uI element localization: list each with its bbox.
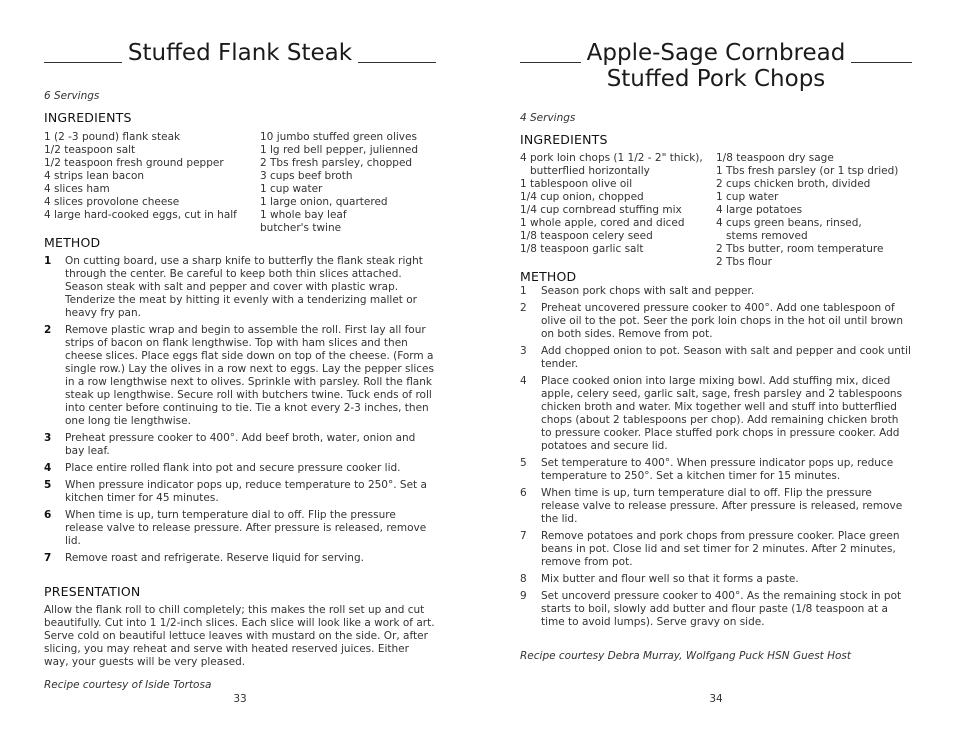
ingredient: 1 (2 -3 pound) flank steak: [44, 131, 181, 143]
step-number: 5: [44, 479, 52, 491]
ingredients-heading: INGREDIENTS: [520, 132, 608, 147]
step-number: 5: [520, 457, 527, 469]
method-steps: [520, 285, 912, 633]
step-number: 4: [520, 375, 527, 387]
recipe-credit: Recipe courtesy of Iside Tortosa: [44, 679, 212, 691]
step-number: 8: [520, 573, 527, 585]
method-step: [44, 479, 436, 505]
left-page: [44, 0, 436, 738]
step-number: 2: [44, 324, 52, 336]
ingredient: 1/4 cup cornbread stuffing mix: [520, 204, 682, 216]
ingredient: 1 Tbs fresh parsley (or 1 tsp dried): [716, 165, 899, 177]
ingredient: 1/4 cup onion, chopped: [520, 191, 644, 203]
ingredient: 4 large hard-cooked eggs, cut in half: [44, 209, 237, 221]
ingredient: 2 cups chicken broth, divided: [716, 178, 871, 190]
ingredient: 1/8 teaspoon garlic salt: [520, 243, 644, 255]
ingredients-heading: INGREDIENTS: [44, 110, 132, 125]
step-number: 4: [44, 462, 52, 474]
method-heading: METHOD: [44, 235, 101, 250]
step-text: Preheat uncovered pressure cooker to 400°. Add one tablespoon of olive oil to the pot. Seer the pork loin chops in the hot oil until brown on both sides. Remove from pot.: [541, 302, 904, 340]
step-text: Remove plastic wrap and begin to assemble the roll. First lay all four strips of bacon on flank lengthwise. Top with ham slices and then cheese slices. Place eggs flat side down on top of the cheese. (Form a single row.) Lay the olives in a row next to eggs. Lay the pepper slices in a row lengthwise next to olives. Sprinkle with parsley. Roll the flank steak up lengthwise. Secure roll with butchers twine. Tuck ends of roll into center before continuing to tie. Tie a knot every 2-3 inches, then one long tie lengthwise.: [65, 324, 434, 427]
ingredient: 4 slices ham: [44, 183, 110, 195]
servings: 4 Servings: [520, 112, 576, 124]
step-text: When pressure indicator pops up, reduce temperature to 250°. Set a kitchen timer for 45 minutes.: [65, 479, 427, 504]
step-text: Set uncoverd pressure cooker to 400°. As the remaining stock in pot starts to boil, slowly add butter and flour paste (1/8 teaspoon at a time to avoid lumps). Serve gravy on side.: [541, 590, 902, 628]
step-text: Season pork chops with salt and pepper.: [541, 285, 755, 297]
step-number: 9: [520, 590, 527, 602]
method-step: [44, 509, 436, 548]
ingredient: 4 cups green beans, rinsed,: [716, 217, 862, 229]
method-step: [520, 285, 912, 298]
ingredient: 1 whole apple, cored and diced: [520, 217, 685, 229]
ingredient: 1 large onion, quartered: [260, 196, 388, 208]
method-step: [520, 487, 912, 526]
ingredient: 10 jumbo stuffed green olives: [260, 131, 417, 143]
step-text: Preheat pressure cooker to 400°. Add beef broth, water, onion and bay leaf.: [65, 432, 416, 457]
step-text: Remove potatoes and pork chops from pressure cooker. Place green beans in pot. Close lid and set timer for 2 minutes. After 2 minutes, remove from pot.: [541, 530, 900, 568]
method-step: [520, 457, 912, 483]
ingredient: 2 Tbs flour: [716, 256, 772, 268]
method-step: [44, 255, 436, 320]
step-number: 3: [520, 345, 527, 357]
step-number: 1: [520, 285, 527, 297]
ingredient: 2 Tbs butter, room temperature: [716, 243, 884, 255]
step-text: Mix butter and flour well so that it forms a paste.: [541, 573, 799, 585]
step-number: 6: [44, 509, 52, 521]
step-number: 7: [44, 552, 52, 564]
step-text: Remove roast and refrigerate. Reserve liquid for serving.: [65, 552, 364, 564]
servings: 6 Servings: [44, 90, 100, 102]
ingredient: 4 large potatoes: [716, 204, 803, 216]
method-step: [520, 302, 912, 341]
ingredient: butterflied horizontally: [530, 165, 650, 177]
step-number: 6: [520, 487, 527, 499]
step-text: When time is up, turn temperature dial to off. Flip the pressure release valve to release pressure. After pressure is released, remove the lid.: [541, 487, 903, 525]
page-number: 34: [709, 693, 723, 705]
ingredient: 1/8 teaspoon celery seed: [520, 230, 653, 242]
ingredient: 4 pork loin chops (1 1/2 - 2" thick),: [520, 152, 703, 164]
ingredient: 1 whole bay leaf: [260, 209, 347, 221]
ingredient: 4 slices provolone cheese: [44, 196, 180, 208]
ingredient: 1/8 teaspoon dry sage: [716, 152, 834, 164]
method-step: [520, 573, 912, 586]
step-text: Place cooked onion into large mixing bowl. Add stuffing mix, diced apple, celery seed, garlic salt, sage, fresh parsley and 2 tablespoons chicken broth and water. Mix together well and stuff into butterflied chops (about 2 tablespoons per chop). Add remaining chicken broth to pressure cooker. Place stuffed pork chops in pressure cooker. Add potatoes and secure lid.: [541, 375, 903, 452]
ingredient: 1 cup water: [716, 191, 779, 203]
method-step: [44, 324, 436, 428]
page-title: Stuffed Flank Steak: [44, 40, 436, 66]
ingredients-column-1: [44, 131, 237, 222]
ingredient: 1/2 teaspoon fresh ground pepper: [44, 157, 224, 169]
ingredient: butcher's twine: [260, 222, 342, 234]
page-title: Apple-Sage Cornbread Stuffed Pork Chops: [520, 40, 912, 92]
step-text: Set temperature to 400°. When pressure indicator pops up, reduce temperature to 250°. Set a kitchen timer for 15 minutes.: [541, 457, 894, 482]
ingredient: 2 Tbs fresh parsley, chopped: [260, 157, 413, 169]
ingredient: 1 tablespoon olive oil: [520, 178, 633, 190]
ingredients-column-2: [716, 152, 898, 269]
ingredient: 1 lg red bell pepper, julienned: [260, 144, 418, 156]
method-steps: [44, 255, 436, 569]
method-step: [520, 345, 912, 371]
method-step: [520, 590, 912, 629]
ingredient: 4 strips lean bacon: [44, 170, 145, 182]
step-number: 3: [44, 432, 52, 444]
ingredient: 1/2 teaspoon salt: [44, 144, 136, 156]
step-text: Add chopped onion to pot. Season with salt and pepper and cook until tender.: [541, 345, 911, 370]
step-number: 7: [520, 530, 527, 542]
presentation-text: Allow the flank roll to chill completely; this makes the roll set up and cut beautifully. Cut into 1 1/2-inch slices. Each slice will look like a work of art. Serve cold on beautiful lettuce leaves with mustard on the side. Or, after slicing, you may reheat and serve with heated reserved juices. Either way, your guests will be very pleased.: [44, 604, 435, 668]
page-number: 33: [233, 693, 247, 705]
method-step: [520, 530, 912, 569]
ingredient: 3 cups beef broth: [260, 170, 353, 182]
recipe-credit: Recipe courtesy Debra Murray, Wolfgang Puck HSN Guest Host: [520, 650, 852, 662]
method-step: [44, 432, 436, 458]
method-step: [520, 375, 912, 453]
ingredient: 1 cup water: [260, 183, 323, 195]
right-page: [520, 0, 912, 738]
presentation-heading: PRESENTATION: [44, 584, 141, 599]
method-heading: METHOD: [520, 269, 577, 284]
step-text: On cutting board, use a sharp knife to butterfly the flank steak right through the center. Be careful to keep both thin slices attached. Season steak with salt and pepper and cover with plastic wrap. Tenderize the meat by hitting it evenly with a tenderizing mallet or heavy fry pan.: [65, 255, 423, 319]
method-step: [44, 462, 436, 475]
step-number: 2: [520, 302, 527, 314]
ingredients-column-2: [260, 131, 418, 235]
ingredient: stems removed: [726, 230, 808, 242]
ingredients-column-1: [520, 152, 703, 256]
method-step: [44, 552, 436, 565]
step-text: When time is up, turn temperature dial to off. Flip the pressure release valve to release pressure. After pressure is released, remove lid.: [65, 509, 427, 547]
step-text: Place entire rolled flank into pot and secure pressure cooker lid.: [65, 462, 401, 474]
step-number: 1: [44, 255, 52, 267]
